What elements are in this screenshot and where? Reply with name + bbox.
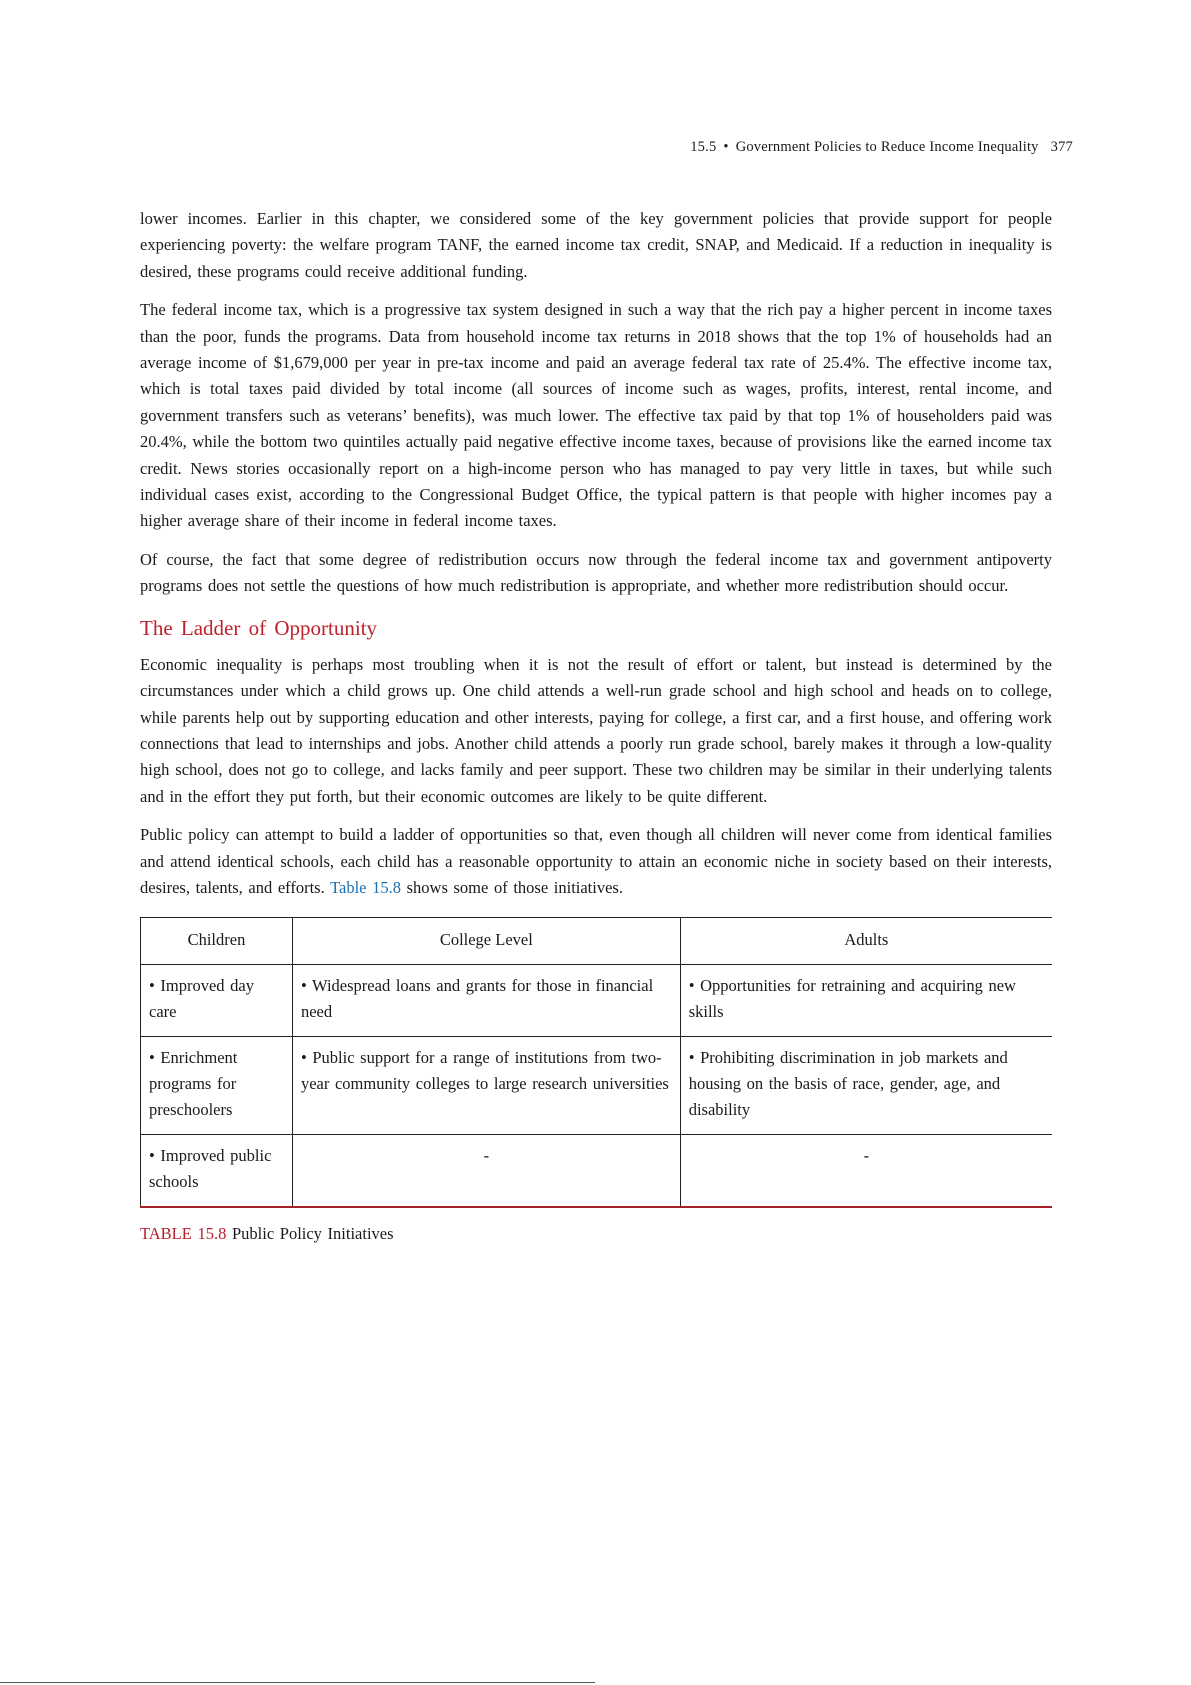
paragraph-2: The federal income tax, which is a progressive tax system designed in such a way that the rich pay a higher percent in income taxes than the poor, funds the programs. Data from household income tax returns in 2018 shows that the top 1% of households had an average income of $1,679,000 per year in pre-tax income and paid an average federal tax rate of 25.4%. The effective income tax, which is total taxes paid divided by total income (all sources of income such as wages, profits, interest, rental income, and government transfers such as veterans’ benefits), was much lower. The effective tax paid by that top 1% of householders paid was 20.4%, while the bottom two quintiles actually paid negative effective income taxes, because of provisions like the earned income tax credit. News stories occasionally report on a high-income person who has managed to pay very little in taxes, but while such individual cases exist, according to the Congressional Budget Office, the typical pattern is that people with higher incomes pay a higher average share of their income in federal income taxes. (140, 300, 1052, 531)
table-cell: • Widespread loans and grants for those in financial need (292, 964, 680, 1036)
column-header-adults: Adults (680, 918, 1052, 964)
table-cell: • Improved public schools (141, 1134, 293, 1206)
table-caption-label: TABLE 15.8 (140, 1223, 227, 1243)
main-content (140, 206, 1052, 1246)
table-cell: • Enrichment programs for preschoolers (141, 1036, 293, 1134)
header-section-number: 15.5 (690, 139, 717, 155)
table-caption (140, 1222, 1052, 1246)
table-cell-empty: - (680, 1134, 1052, 1206)
paragraph-5 (140, 822, 1052, 901)
paragraph-3: Of course, the fact that some degree of redistribution occurs now through the federal income tax and government antipoverty programs does not settle the questions of how much redistribution is appropriate, and whether more redistribution should occur. (140, 549, 1052, 596)
header-section-title: Government Policies to Reduce Income Inequality (735, 139, 1039, 155)
table-row (141, 1134, 1053, 1206)
table-row (141, 1036, 1053, 1134)
table-header-row (141, 918, 1053, 964)
policy-table (140, 917, 1052, 1207)
table-cell: • Improved day care (141, 964, 293, 1036)
table-cell-empty: - (292, 1134, 680, 1206)
paragraph-5-text-end: shows some of those initiatives. (400, 877, 623, 897)
table-cell: • Prohibiting discrimination in job markets and housing on the basis of race, gender, age, and disability (680, 1036, 1052, 1134)
header-bullet: • (723, 139, 729, 155)
paragraph-4: Economic inequality is perhaps most troubling when it is not the result of effort or talent, but instead is determined by the circumstances under which a child grows up. One child attends a well-run grade school and high school and heads on to college, while parents help out by supporting education and other interests, paying for college, a first car, and a first house, and offering work connections that lead to internships and jobs. Another child attends a poorly run grade school, barely makes it through a low-quality high school, does not go to college, and lacks family and peer support. These two children may be similar in their underlying talents and in the effort they put forth, but their economic outcomes are likely to be quite different. (140, 654, 1052, 806)
table-cell: • Public support for a range of institutions from two-year community colleges to large research universities (292, 1036, 680, 1134)
page-number: 377 (1050, 139, 1073, 155)
section-heading: The Ladder of Opportunity (140, 615, 378, 640)
table-cell: • Opportunities for retraining and acquiring new skills (680, 964, 1052, 1036)
paragraph-1: lower incomes. Earlier in this chapter, we considered some of the key government policies that provide support for people experiencing poverty: the welfare program TANF, the earned income tax credit, SNAP, and Medicaid. If a reduction in inequality is desired, these programs could receive additional funding. (140, 209, 1052, 281)
paragraph-5-text: Public policy can attempt to build a ladder of opportunities so that, even though all children will never come from identical families and attend identical schools, each child has a reasonable opportunity to attain an economic niche in society based on their interests, desires, talents, and efforts. (140, 825, 1052, 897)
running-header (690, 139, 1073, 156)
column-header-children: Children (141, 918, 293, 964)
table-reference-link[interactable]: Table 15.8 (330, 877, 401, 897)
column-header-college: College Level (292, 918, 680, 964)
table-caption-text: Public Policy Initiatives (231, 1223, 394, 1243)
table-row (141, 964, 1053, 1036)
footer-rule (0, 1682, 595, 1683)
